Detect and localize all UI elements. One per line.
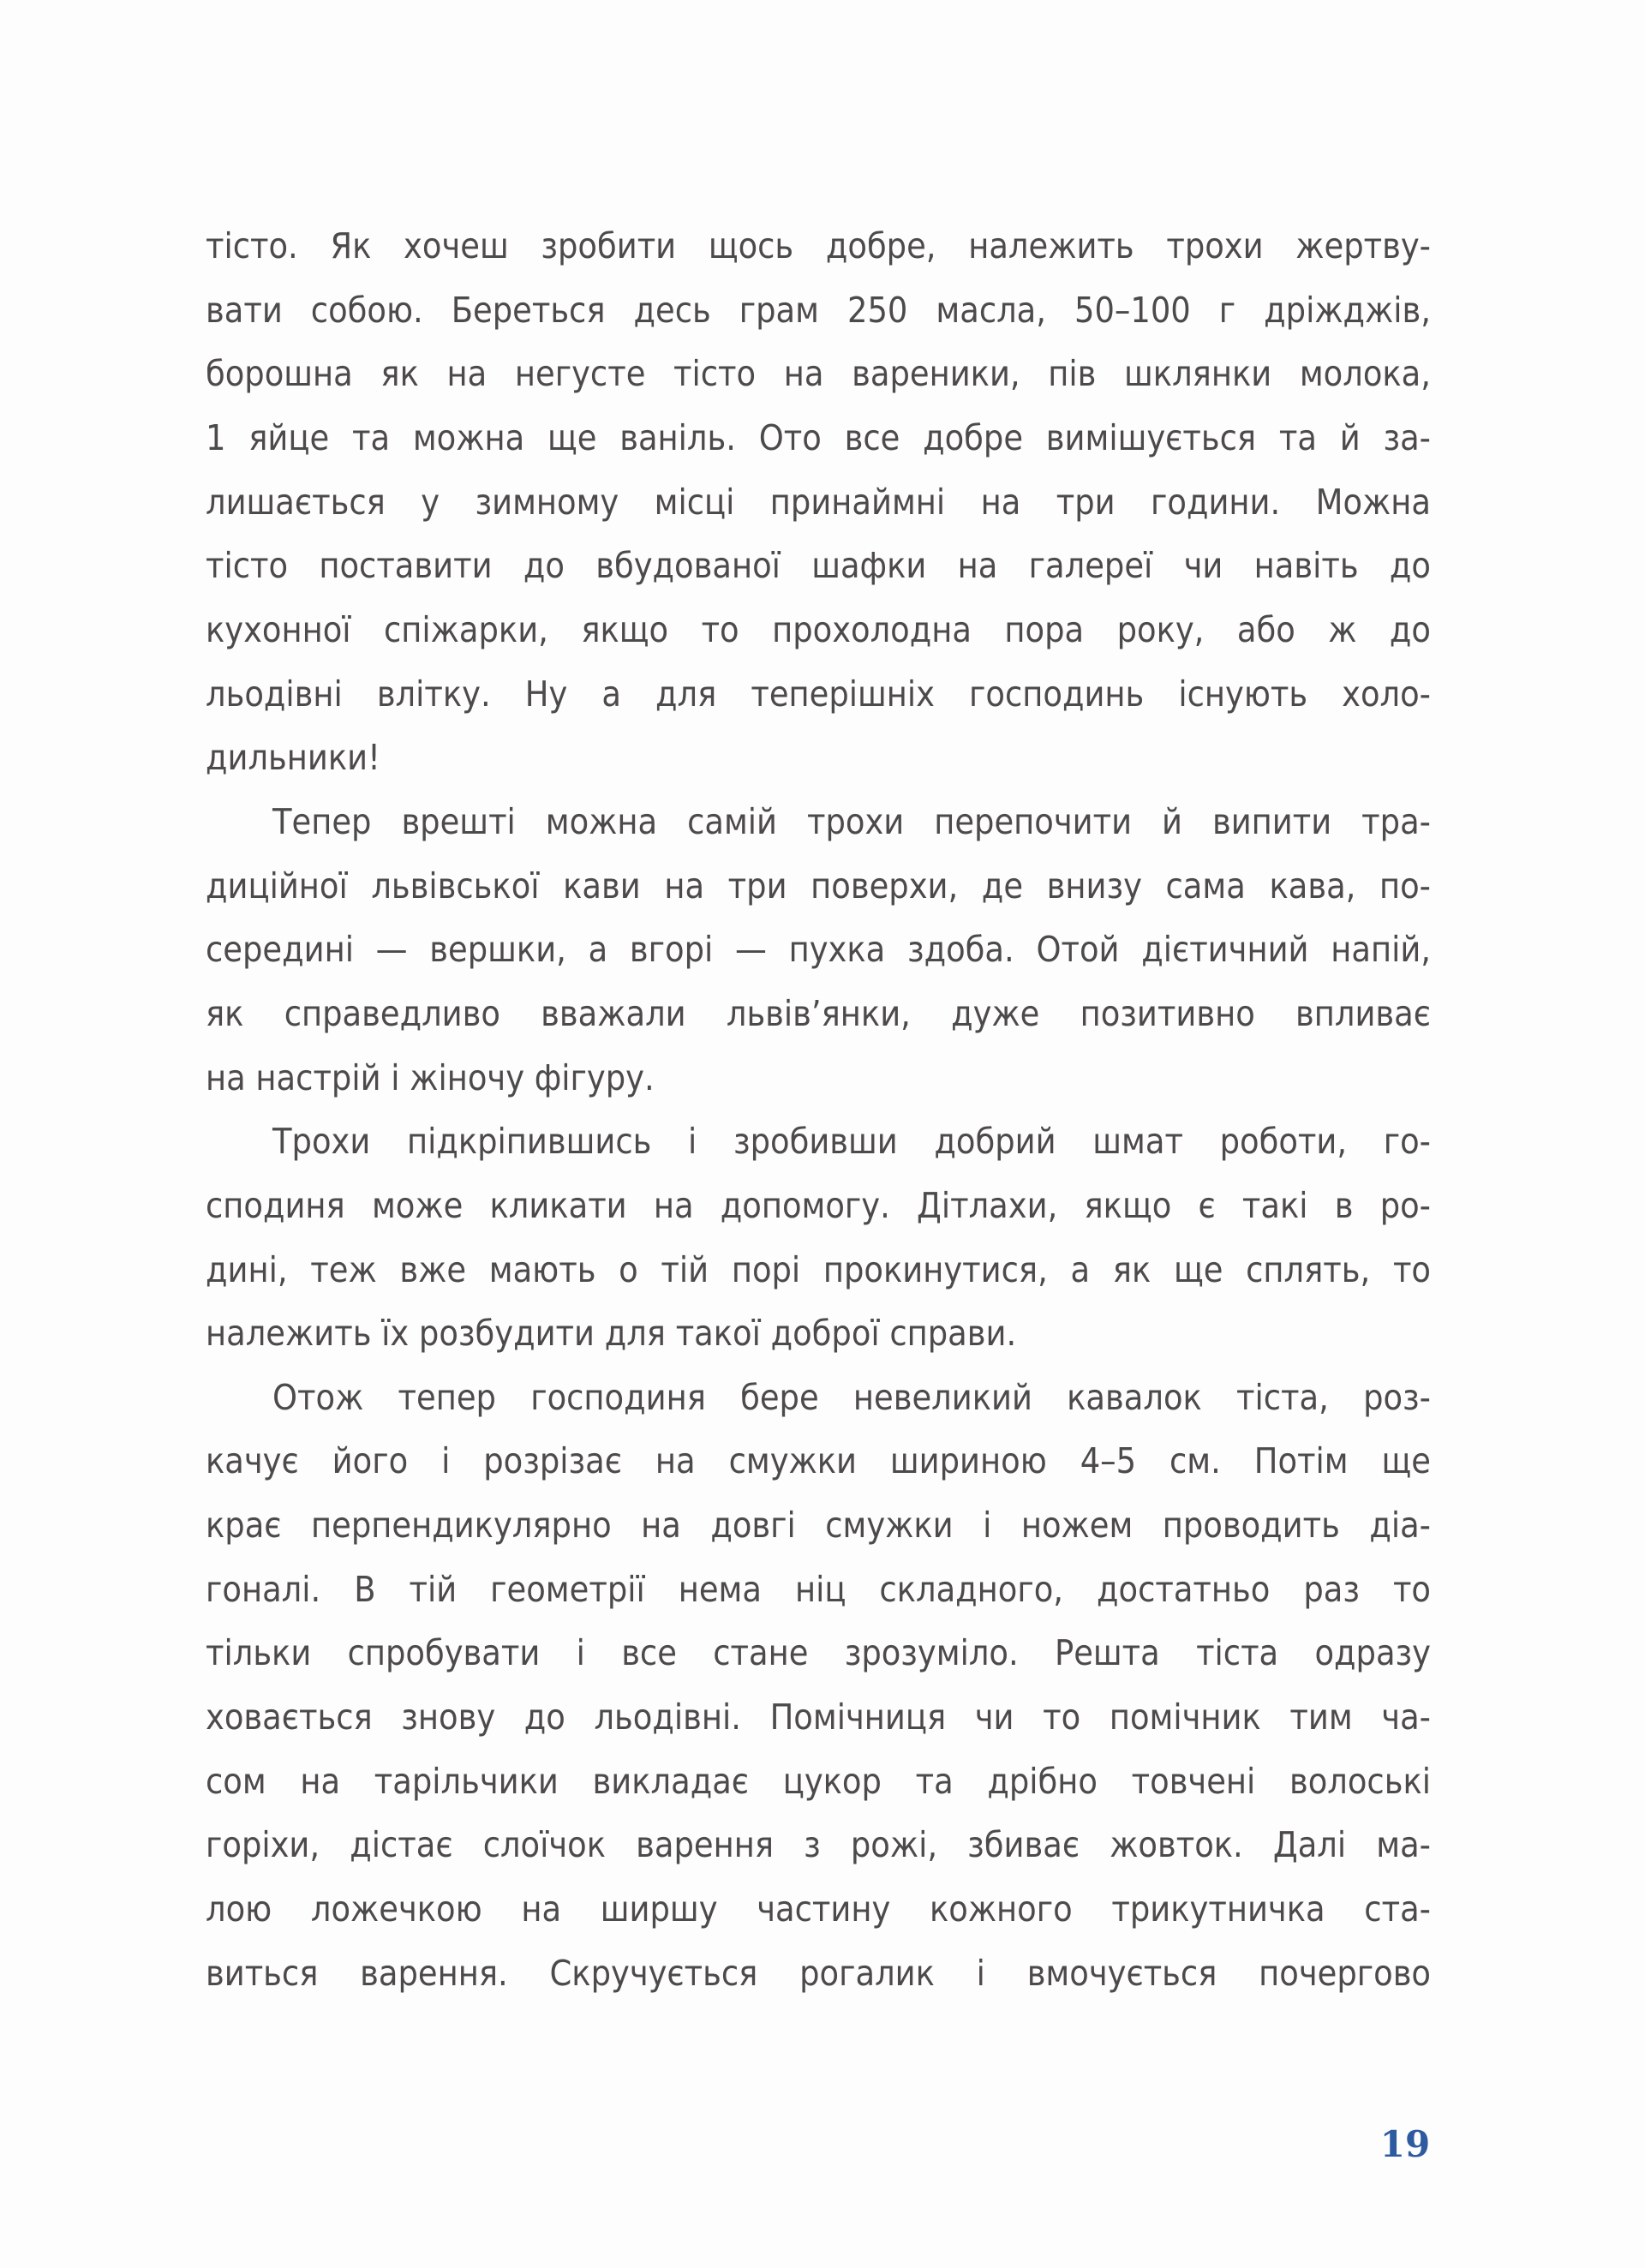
text-line: тісто поставити до вбудованої шафки на галереї чи навіть до [206, 545, 1431, 587]
text-line: на настрій і жіночу фігуру. [206, 1056, 655, 1098]
page-number: 19 [1379, 2123, 1431, 2165]
text-line: гоналі. В тій геометрії нема ніц складного, достатньо раз то [206, 1568, 1431, 1610]
text-line: тільки спробувати і все стане зрозуміло. Решта тіста одразу [206, 1632, 1431, 1674]
text-line: качує його і розрізає на смужки шириною 4–5 см. Потім ще [206, 1440, 1431, 1482]
text-line: лою ложечкою на ширшу частину кожного трикутничка ста- [206, 1888, 1431, 1930]
text-line: Тепер врешті можна самій трохи перепочити й випити тра- [272, 800, 1431, 842]
text-line: сом на тарільчики викладає цукор та дрібно товчені волоські [206, 1760, 1431, 1802]
paragraph-2 [206, 790, 1431, 1110]
text-line: Трохи підкріпившись і зробивши добрий шмат роботи, го- [272, 1121, 1431, 1163]
text-line: Отож тепер господиня бере невеликий кавалок тіста, роз- [272, 1376, 1431, 1418]
text-line: дильники! [206, 737, 380, 779]
text-line: середині — вершки, а вгорі — пухка здоба. Отой дієтичний напій, [206, 929, 1431, 971]
body-text [206, 214, 1431, 2005]
text-line: як справедливо вважали львів’янки, дуже позитивно впливає [206, 992, 1431, 1034]
text-line: дині, теж вже мають о тій порі прокинутися, а як ще сплять, то [206, 1248, 1431, 1290]
text-line: вати собою. Береться десь грам 250 масла, 50–100 г дріжджів, [206, 289, 1431, 331]
text-line: борошна як на негусте тісто на вареники, пів шклянки молока, [206, 353, 1431, 395]
text-line: лишається у зимному місці принаймні на три години. Можна [206, 481, 1431, 523]
text-line: кухонної спіжарки, якщо то прохолодна пора року, або ж до [206, 608, 1431, 650]
text-line: 1 яйце та можна ще ваніль. Ото все добре вимішується та й за- [206, 416, 1431, 458]
text-line: належить їх розбудити для такої доброї справи. [206, 1313, 1017, 1355]
paragraph-4 [206, 1366, 1431, 2006]
text-line: горіхи, дістає слоїчок варення з рожі, збиває жовток. Далі ма- [206, 1824, 1431, 1866]
text-line: тісто. Як хочеш зробити щось добре, належить трохи жертву- [206, 225, 1431, 266]
text-line: виться варення. Скручується рогалик і вмочується почергово [206, 1952, 1431, 1994]
text-line: диційної львівської кави на три поверхи, де внизу сама кава, по- [206, 865, 1431, 907]
text-line: сподиня може кликати на допомогу. Дітлахи, якщо є такі в ро- [206, 1184, 1431, 1226]
text-line: крає перпендикулярно на довгі смужки і ножем проводить діа- [206, 1505, 1431, 1547]
text-line: ховається знову до льодівні. Помічниця чи то помічник тим ча- [206, 1697, 1431, 1738]
paragraph-3 [206, 1110, 1431, 1366]
paragraph-1 [206, 214, 1431, 790]
text-line: льодівні влітку. Ну а для теперішніх господинь існують холо- [206, 673, 1431, 715]
